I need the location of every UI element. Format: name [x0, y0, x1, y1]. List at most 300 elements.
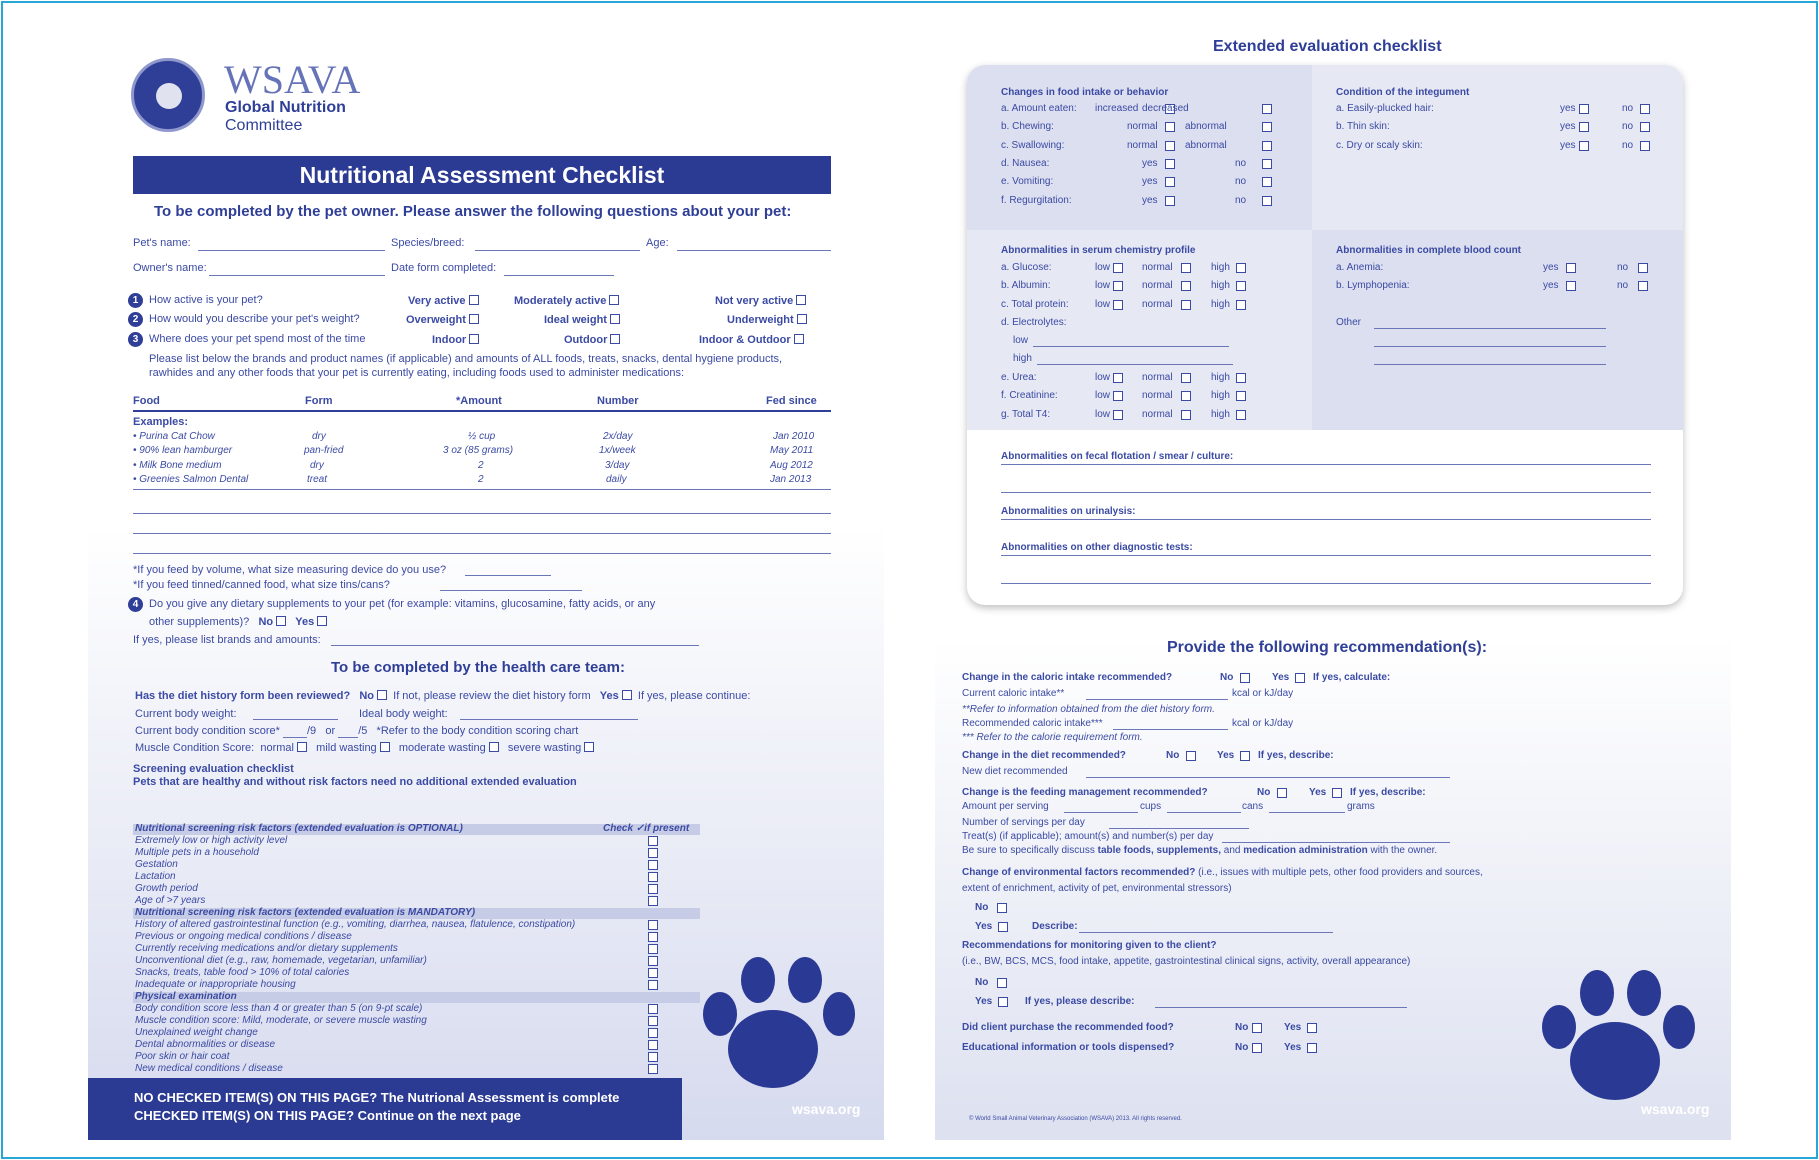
risk-item-label: Dental abnormalities or disease [135, 1039, 276, 1050]
column-header: Fed since [766, 395, 817, 407]
checkbox[interactable] [1236, 300, 1246, 310]
electrolytes-label: d. Electrolytes: [1001, 317, 1067, 328]
checkbox[interactable] [1579, 104, 1589, 114]
option-note: If yes, describe: [1350, 787, 1426, 798]
checkbox[interactable] [997, 903, 1007, 913]
entry-field[interactable] [1269, 812, 1345, 813]
checkbox[interactable] [648, 860, 658, 870]
row-label: e. Urea: [1001, 372, 1037, 383]
risk-item-label: Body condition score less than 4 or greater than 5 (on 9-pt scale) [135, 1003, 423, 1014]
checkbox[interactable] [648, 884, 658, 894]
electrolytes-low-field[interactable] [1033, 346, 1229, 347]
option-label: low [1095, 262, 1111, 273]
checkbox[interactable] [997, 978, 1007, 988]
option-label: low [1095, 372, 1111, 383]
checkbox[interactable] [1236, 410, 1246, 420]
checkbox[interactable] [1638, 263, 1648, 273]
checkbox[interactable] [648, 980, 658, 990]
urinalysis-label: Abnormalities on urinalysis: [1001, 506, 1136, 517]
checkbox[interactable] [648, 1016, 658, 1026]
checkbox[interactable] [610, 334, 620, 344]
checkbox[interactable] [648, 1028, 658, 1038]
checkbox[interactable] [648, 1040, 658, 1050]
checkbox[interactable] [1262, 177, 1272, 187]
muscle-condition-row: Muscle Condition Score: normal mild wasting moderate wasting severe wasting [135, 742, 594, 754]
option-yes: Yes [1309, 787, 1327, 798]
checkbox[interactable] [1165, 141, 1175, 151]
species-label: Species/breed: [391, 237, 465, 249]
date-completed-label: Date form completed: [391, 262, 497, 274]
checkbox[interactable] [648, 968, 658, 978]
volume-field[interactable] [465, 575, 551, 576]
option-label: yes [1560, 103, 1576, 114]
caloric-unit: kcal or kJ/day [1232, 718, 1294, 729]
row-label: b. Lymphopenia: [1336, 280, 1410, 292]
environment-q: Change of environmental factors recommended? [962, 867, 1196, 878]
option-label: abnormal [1185, 139, 1227, 151]
checkbox[interactable] [1236, 391, 1246, 401]
q3-option-3[interactable]: Indoor & Outdoor [699, 334, 804, 346]
checkbox[interactable] [1181, 391, 1191, 401]
fecal-field[interactable] [1001, 492, 1651, 493]
site-link[interactable]: wsava.org [1641, 1101, 1710, 1117]
risk-item-label: Growth period [135, 883, 198, 894]
q1-option-3[interactable]: Not very active [715, 295, 806, 307]
describe-label: If yes, please describe: [1025, 996, 1135, 1007]
row-label: e. Vomiting: [1001, 176, 1054, 188]
reference-note: *** Refer to the calorie requirement form. [962, 732, 1143, 743]
checkbox[interactable] [1113, 391, 1123, 401]
cbc-other-field[interactable] [1374, 328, 1606, 329]
checkbox[interactable] [469, 295, 479, 305]
option-no: No [975, 902, 989, 913]
checkbox[interactable] [1307, 1043, 1317, 1053]
q2-option-1[interactable]: Overweight [406, 314, 479, 326]
amount-label: Amount per serving [962, 801, 1049, 812]
checkbox[interactable] [794, 334, 804, 344]
checkbox[interactable] [1277, 788, 1287, 798]
risk-item-label: Poor skin or hair coat [135, 1051, 230, 1062]
option-label: high [1211, 280, 1230, 292]
row-label: g. Total T4: [1001, 408, 1051, 420]
screening-title: Screening evaluation checklist [133, 763, 294, 775]
risk-section-header: Physical examination [135, 991, 237, 1002]
checkbox[interactable] [648, 1004, 658, 1014]
treats-label: Treat(s) (if applicable); amount(s) and number(s) per day [962, 831, 1214, 842]
species-field[interactable] [475, 250, 640, 251]
unit-label: grams [1347, 801, 1375, 812]
q1-text: How active is your pet? [149, 294, 263, 306]
logo-org: WSAVA [224, 57, 361, 102]
footer-line-1: NO CHECKED ITEM(S) ON THIS PAGE? The Nutrional Assessment is complete [134, 1090, 620, 1105]
row-label: a. Easily-plucked hair: [1336, 103, 1434, 114]
checkbox[interactable] [1113, 373, 1123, 383]
option-note: If yes, calculate: [1313, 672, 1391, 683]
checkbox[interactable] [1640, 104, 1650, 114]
checkbox[interactable] [1236, 281, 1246, 291]
describe-label: Describe: [1032, 921, 1078, 932]
option-label: high [1211, 372, 1230, 383]
checkbox[interactable] [1640, 122, 1650, 132]
row-label: b. Albumin: [1001, 280, 1051, 292]
q1-number: 1 [128, 293, 143, 308]
new-diet-label: New diet recommended [962, 766, 1068, 777]
right-page [935, 22, 1731, 1140]
option-label: high [1211, 262, 1230, 273]
unit-label: cups [1140, 801, 1162, 812]
row-label: c. Swallowing: [1001, 139, 1065, 151]
recommendations-title: Provide the following recommendation(s): [1167, 639, 1488, 656]
risk-section-header: Nutritional screening risk factors (extended evaluation is MANDATORY) [135, 907, 476, 918]
entry-field[interactable] [1064, 812, 1138, 813]
checkbox[interactable] [1566, 263, 1576, 273]
brands-field[interactable] [331, 645, 699, 646]
checkbox[interactable] [377, 690, 387, 700]
checkbox[interactable] [317, 616, 327, 626]
checkbox[interactable] [1566, 281, 1576, 291]
checkbox[interactable] [609, 295, 619, 305]
option-label: yes [1142, 157, 1158, 169]
option-label: normal [1127, 121, 1158, 133]
cbc-other-field[interactable] [1374, 346, 1606, 347]
checkbox[interactable] [648, 956, 658, 966]
discuss-part: Be sure to specifically discuss [962, 845, 1098, 856]
checkbox[interactable] [1579, 141, 1589, 151]
checkbox[interactable] [469, 314, 479, 324]
q2-option-2[interactable]: Ideal weight [544, 314, 620, 326]
risk-item-label: Currently receiving medications and/or dietary supplements [135, 943, 398, 954]
team-heading: To be completed by the health care team: [331, 659, 625, 676]
blank-entry-line[interactable] [133, 553, 831, 554]
entry-field[interactable] [1079, 932, 1333, 933]
checkbox[interactable] [469, 334, 479, 344]
current-caloric-label: Current caloric intake** [962, 688, 1065, 699]
tin-question: *If you feed tinned/canned food, what size tins/cans? [133, 579, 390, 591]
row-label: a. Anemia: [1336, 262, 1384, 273]
risk-item-label: Age of >7 years [135, 895, 206, 906]
owners-name-field[interactable] [209, 275, 385, 276]
environment-q-detail: (i.e., issues with multiple pets, other food providers and sources, [1195, 867, 1483, 878]
option-yes: Yes [975, 996, 993, 1007]
bcs-row: Current body condition score* /9 or /5 *Refer to the body condition scoring chart [135, 725, 579, 737]
checkbox[interactable] [1113, 410, 1123, 420]
entry-field[interactable] [1167, 812, 1241, 813]
option-no: No [1166, 750, 1180, 761]
checkbox[interactable] [648, 836, 658, 846]
date-completed-field[interactable] [504, 275, 614, 276]
risk-item-label: Extremely low or high activity level [135, 835, 288, 846]
risk-item-label: Snacks, treats, table food > 10% of total calories [135, 967, 350, 978]
monitoring-detail: (i.e., BW, BCS, MCS, food intake, appetite, gastrointestinal clinical signs, activity, overall appearance) [962, 956, 1411, 967]
checkbox[interactable] [1638, 281, 1648, 291]
option-label: yes [1560, 139, 1576, 151]
option-label: normal [1142, 408, 1173, 420]
diet-question: Change in the diet recommended? [962, 750, 1126, 761]
option-label: high [1211, 390, 1230, 402]
paw-emblem-icon [156, 83, 182, 109]
question-4-cont: other supplements)? No Yes [149, 616, 327, 628]
ideal-weight-field[interactable] [460, 719, 638, 720]
other-tests-field[interactable] [1001, 555, 1651, 556]
row-label: f. Creatinine: [1001, 390, 1058, 402]
checkbox[interactable] [1113, 281, 1123, 291]
checkbox[interactable] [648, 920, 658, 930]
option-yes: Yes [975, 921, 993, 932]
left-page: WSAVA Global Nutrition Committee Nutritional Assessment Checklist To be completed by the pet owner. Please answer the following questions about your pet: Pet's name: Species/breed: Age: Owner's name: Date form completed: 1 How active is your pet? Very active Moderately active Not very active 2 How would you describe your pet's weight? Overweight Ideal weight Underweight 3 Where does your pet spend most of the time Indoor Outdoor Indoor & Outdoor Please list below the brands and product names (if applicable) and amounts of ALL foods, treats, snacks, dental hygiene products, rawhides and any other foods that your pet is currently eating, including foods used to administer medications: Food Form *Amount Number Fed since Examples: • Purina Cat Chow dry ½ cup 2x/day Jan 2010 • 90% lean hamburger pan-fried 3 oz (85 grams) 1x/week May 2011 • Milk Bone medium dry 2 3/day Aug 2012 • Greenies Salmon Dental treat 2 daily Jan 2013 *If you feed by volume, what size measuring device do you use? *If you feed tinned/canned food, what size tins/cans? 4 Do you give any dietary supplements to your pet (for example: vitamins, glucosamine, fatty acids, or any other supplements)? No Yes If yes, please list brands and amounts: To be completed by the health care team: Has the diet history form been reviewed? No If not, please review the diet history form Yes If yes, please continue: Current body weight: Ideal body weight: Current body condition score* /9 or /5 *Refer to the body condition scoring chart Muscle Condition Score: normal mild wasting moderate wasting severe wasting Screening evaluation checklist Pets that are healthy and without risk factors need no additional extended evaluation Nutritional screening risk factors (extended evaluation is OPTIONAL) Check ✓if present Extremely low or high activity level Multiple pets in a household Gestation Lactation Growth period Age of >7 years Nutritional screening risk factors (extended evaluation is MANDATORY) History of altered gastrointestinal function (e.g., vomiting, diarrhea, nausea, flatulence, constipation) Previous or ongoing medical conditions / disease Currently receiving medications and/or dietary supplements Unconventional diet (e.g., raw, homemade, vegetarian, unfamiliar) Snacks, treats, table food > 10% of total calories Inadequate or inappropriate housing Physical examination Body condition score less than 4 or greater than 5 (on 9-pt scale) Muscle condition score: Mild, moderate, or severe muscle wasting Unexplained weight change Dental abnormalities or disease Poor skin or hair coat New medical conditions / disease NO CHECKED ITEM(S) ON THIS PAGE? The Nutrional Assessment is complete CHECKED ITEM(S) ON THIS PAGE? Continue on the next page wsava.org [88, 22, 884, 1140]
checkbox[interactable] [1307, 1023, 1317, 1033]
discuss-part: with the owner. [1367, 845, 1438, 856]
logo-line1: Global Nutrition [225, 99, 346, 116]
option-label: normal [1142, 390, 1173, 402]
checkbox[interactable] [1165, 177, 1175, 187]
option-label: no [1617, 262, 1629, 273]
checkbox[interactable] [796, 295, 806, 305]
checkbox[interactable] [1113, 300, 1123, 310]
option-label: normal [1142, 262, 1173, 273]
education-question: Educational information or tools dispensed? [962, 1042, 1175, 1053]
entry-field[interactable] [1086, 777, 1450, 778]
checkbox[interactable] [648, 872, 658, 882]
checkbox[interactable] [489, 742, 499, 752]
option-yes: Yes [1272, 672, 1290, 683]
recommended-caloric-label: Recommended caloric intake*** [962, 718, 1103, 729]
page-title-text: Nutritional Assessment Checklist [299, 162, 665, 188]
tin-field[interactable] [440, 590, 582, 591]
age-label: Age: [646, 237, 669, 249]
checkbox[interactable] [380, 742, 390, 752]
option-label: low [1095, 390, 1111, 402]
option-label: yes [1142, 176, 1158, 188]
row-label: b. Chewing: [1001, 121, 1054, 133]
option-label: yes [1543, 262, 1559, 273]
option-no: No [1235, 1022, 1249, 1033]
logo-line2: Committee [225, 117, 303, 134]
checkbox[interactable] [1579, 122, 1589, 132]
option-no: No [1220, 672, 1234, 683]
checkbox[interactable] [1181, 281, 1191, 291]
checkbox[interactable] [648, 896, 658, 906]
option-label: normal [1127, 139, 1158, 151]
checkbox[interactable] [1262, 104, 1272, 114]
pets-name-field[interactable] [198, 250, 385, 251]
option-note: If yes, describe: [1258, 750, 1334, 761]
footer-line-2: CHECKED ITEM(S) ON THIS PAGE? Continue on the next page [134, 1108, 521, 1123]
reference-note: **Refer to information obtained from the diet history form. [962, 704, 1215, 715]
monitoring-question: Recommendations for monitoring given to the client? [962, 940, 1217, 951]
risk-item-label: Previous or ongoing medical conditions / disease [135, 931, 352, 942]
row-label: f. Regurgitation: [1001, 194, 1072, 206]
q2-option-3[interactable]: Underweight [727, 314, 807, 326]
discuss-part: medication administration [1243, 845, 1368, 856]
purchase-question: Did client purchase the recommended food? [962, 1022, 1174, 1033]
checkbox[interactable] [1252, 1043, 1262, 1053]
cbc-header: Abnormalities in complete blood count [1336, 245, 1522, 256]
ideal-weight-label: Ideal body weight: [359, 708, 448, 720]
discuss-part: and [1220, 845, 1244, 856]
option-label: yes [1560, 121, 1576, 133]
column-header: *Amount [456, 395, 502, 407]
caloric-unit: kcal or kJ/day [1232, 688, 1294, 699]
row-label: c. Total protein: [1001, 298, 1069, 310]
option-label: normal [1142, 298, 1173, 310]
option-label: no [1622, 121, 1634, 133]
checkbox[interactable] [622, 690, 632, 700]
entry-field[interactable] [1113, 729, 1228, 730]
checkbox[interactable] [998, 997, 1008, 1007]
checkbox[interactable] [1262, 122, 1272, 132]
checkbox[interactable] [1262, 141, 1272, 151]
option-no: No [1257, 787, 1271, 798]
integument-header: Condition of the integument [1336, 87, 1470, 98]
checkbox[interactable] [1262, 196, 1272, 206]
risk-item-label: Muscle condition score: Mild, moderate, or severe muscle wasting [135, 1015, 427, 1026]
checkbox[interactable] [1332, 788, 1342, 798]
cbc-other-label: Other [1336, 317, 1362, 328]
blank-entry-line[interactable] [133, 513, 831, 514]
checkbox[interactable] [1113, 263, 1123, 273]
option-label: low [1095, 280, 1111, 292]
list-instruction-1: Please list below the brands and product names (if applicable) and amounts of ALL foods, treats, snacks, dental hygiene products, [149, 353, 783, 365]
examples-label: Examples: [133, 416, 189, 428]
volume-question: *If you feed by volume, what size measuring device do you use? [133, 564, 447, 576]
question-4: 4 Do you give any dietary supplements to your pet (for example: vitamins, glucosamine, fatty acids, or any [128, 597, 655, 612]
fecal-label: Abnormalities on fecal flotation / smear / culture: [1001, 451, 1234, 462]
question-3: 3 Where does your pet spend most of the time [128, 332, 365, 347]
checkbox[interactable] [648, 848, 658, 858]
list-instruction-2: rawhides and any other foods that your pet is currently eating, including foods used to administer medications: [149, 367, 685, 379]
option-label: normal [1142, 372, 1173, 383]
checkbox[interactable] [797, 314, 807, 324]
option-label: decreased [1142, 103, 1189, 114]
option-label: no [1622, 103, 1634, 114]
owner-instruction: To be completed by the pet owner. Please answer the following questions about your pet: [154, 203, 792, 220]
electrolytes-low: low [1013, 335, 1029, 346]
body-weight-field[interactable] [253, 719, 338, 720]
electrolytes-high: high [1013, 353, 1032, 364]
checkbox[interactable] [1181, 373, 1191, 383]
discuss-note [962, 845, 1437, 856]
option-label: no [1617, 280, 1629, 292]
screening-subtitle: Pets that are healthy and without risk factors need no additional extended evaluation [133, 776, 577, 788]
other-tests-label: Abnormalities on other diagnostic tests: [1001, 542, 1193, 553]
age-field[interactable] [677, 250, 831, 251]
checkbox[interactable] [1165, 159, 1175, 169]
question-1 [128, 293, 263, 308]
checkbox[interactable] [1262, 159, 1272, 169]
check-column-header: Check ✓if present [603, 823, 690, 834]
question-2: 2 How would you describe your pet's weight? [128, 312, 360, 327]
checkbox[interactable] [297, 742, 307, 752]
checkbox[interactable] [610, 314, 620, 324]
extended-title: Extended evaluation checklist [1213, 38, 1442, 55]
option-no: No [1235, 1042, 1249, 1053]
checkbox[interactable] [1236, 263, 1246, 273]
environment-detail: extent of enrichment, activity of pet, environmental stressors) [962, 883, 1232, 894]
option-label: no [1622, 139, 1634, 151]
column-header: Food [133, 395, 160, 407]
row-label: c. Dry or scaly skin: [1336, 139, 1423, 151]
option-label: no [1235, 157, 1247, 169]
row-label: b. Thin skin: [1336, 121, 1390, 133]
risk-item-label: Lactation [135, 871, 176, 882]
pets-name-label: Pet's name: [133, 237, 191, 249]
risk-item-label: Unconventional diet (e.g., raw, homemade, vegetarian, unfamiliar) [135, 955, 427, 966]
checkbox[interactable] [648, 1052, 658, 1062]
checkbox[interactable] [1240, 751, 1250, 761]
q3-option-1[interactable]: Indoor [432, 334, 479, 346]
option-label: no [1235, 176, 1247, 188]
option-label: yes [1142, 194, 1158, 206]
checkbox[interactable] [1295, 673, 1305, 683]
blank-entry-line[interactable] [133, 533, 831, 534]
cbc-other-field[interactable] [1374, 364, 1606, 365]
option-label: low [1095, 408, 1111, 420]
page-title [133, 156, 831, 194]
fecal-field[interactable] [1001, 464, 1651, 465]
entry-field[interactable] [1086, 699, 1228, 700]
unit-label: cans [1242, 801, 1264, 812]
food-intake-header: Changes in food intake or behavior [1001, 87, 1169, 98]
discuss-part: table foods, supplements, [1097, 845, 1221, 856]
chemistry-header: Abnormalities in serum chemistry profile [1001, 245, 1196, 256]
checkbox[interactable] [1186, 751, 1196, 761]
other-tests-field[interactable] [1001, 583, 1651, 584]
checkbox[interactable] [584, 742, 594, 752]
row-label: a. Amount eaten: [1001, 103, 1077, 114]
option-yes: Yes [1284, 1042, 1302, 1053]
risk-item-label: Inadequate or inappropriate housing [135, 979, 296, 990]
extended-evaluation-panel [967, 65, 1683, 605]
electrolytes-high-field[interactable] [1037, 364, 1233, 365]
checkbox[interactable] [276, 616, 286, 626]
option-label: increased [1095, 103, 1139, 114]
checkbox[interactable] [1236, 373, 1246, 383]
checkbox[interactable] [1640, 141, 1650, 151]
site-link[interactable]: wsava.org [792, 1101, 861, 1117]
checkbox[interactable] [1181, 410, 1191, 420]
servings-label: Number of servings per day [962, 817, 1085, 828]
checkbox[interactable] [648, 1064, 658, 1074]
caloric-question: Change in the caloric intake recommended? [962, 672, 1173, 683]
checkbox[interactable] [998, 922, 1008, 932]
risk-item-label: Gestation [135, 859, 178, 870]
owners-name-label: Owner's name: [133, 262, 207, 274]
entry-field[interactable] [1109, 828, 1249, 829]
checkbox[interactable] [648, 944, 658, 954]
feeding-question: Change is the feeding management recommended? [962, 787, 1208, 798]
entry-field[interactable] [1155, 1007, 1407, 1008]
checkbox[interactable] [1181, 263, 1191, 273]
option-label: no [1235, 194, 1247, 206]
checkbox[interactable] [1181, 300, 1191, 310]
row-label: a. Glucose: [1001, 262, 1052, 273]
risk-item-label: Multiple pets in a household [135, 847, 259, 858]
risk-section-header: Nutritional screening risk factors (extended evaluation is OPTIONAL) [135, 823, 463, 834]
column-header: Form [305, 395, 333, 407]
checkbox[interactable] [1252, 1023, 1262, 1033]
option-label: high [1211, 408, 1230, 420]
table-row-rule [133, 489, 831, 490]
q3-option-2[interactable]: Outdoor [564, 334, 620, 346]
q1-option-2[interactable]: Moderately active [514, 295, 619, 307]
checkbox[interactable] [1165, 122, 1175, 132]
entry-field[interactable] [1222, 842, 1450, 843]
checkbox[interactable] [1165, 196, 1175, 206]
checkbox[interactable] [1240, 673, 1250, 683]
checkbox[interactable] [648, 932, 658, 942]
urinalysis-field[interactable] [1001, 519, 1651, 520]
q1-option-1[interactable]: Very active [408, 295, 479, 307]
